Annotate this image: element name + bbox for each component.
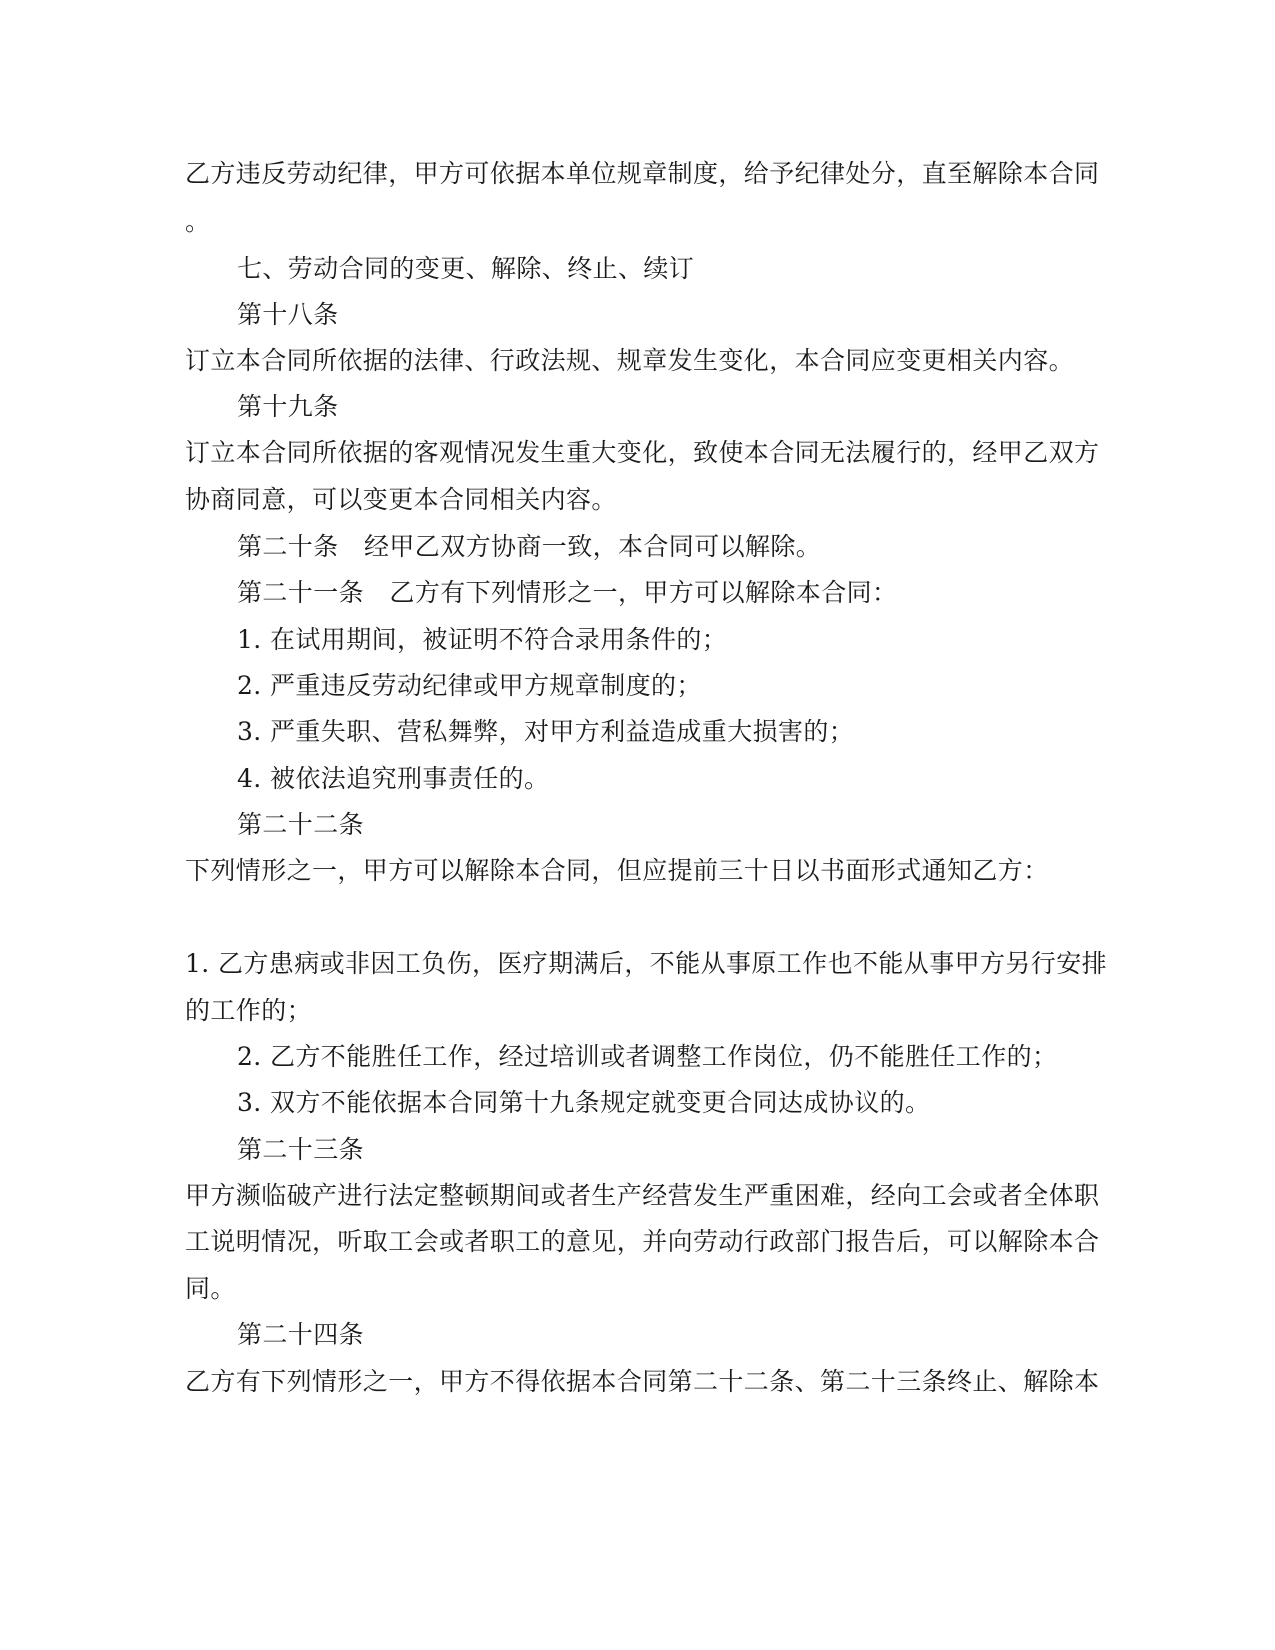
paragraph-line: 乙方有下列情形之一，甲方不得依据本合同第二十二条、第二十三条终止、解除本 (185, 1367, 1100, 1396)
list-item: 3. 双方不能依据本合同第十九条规定就变更合同达成协议的。 (237, 1088, 931, 1117)
paragraph-line: 订立本合同所依据的法律、行政法规、规章发生变化，本合同应变更相关内容。 (185, 346, 1075, 375)
paragraph-line: 订立本合同所依据的客观情况发生重大变化，致使本合同无法履行的，经甲乙双方 (185, 438, 1100, 467)
paragraph-line: 同。 (185, 1274, 236, 1303)
list-item: 2. 严重违反劳动纪律或甲方规章制度的； (237, 671, 702, 700)
list-item: 2. 乙方不能胜任工作，经过培训或者调整工作岗位，仍不能胜任工作的； (237, 1042, 1058, 1071)
paragraph-line: 协商同意，可以变更本合同相关内容。 (185, 485, 617, 514)
list-item: 4. 被依法追究刑事责任的。 (237, 764, 550, 793)
article-heading: 第二十二条 (237, 810, 365, 839)
article-heading: 第十九条 (237, 392, 339, 421)
article-heading: 第二十四条 (237, 1320, 365, 1349)
section-heading: 七、劳动合同的变更、解除、终止、续订 (237, 254, 695, 283)
paragraph-line: 乙方违反劳动纪律，甲方可依据本单位规章制度，给予纪律处分，直至解除本合同 (185, 159, 1100, 188)
article-heading: 第二十三条 (237, 1135, 365, 1164)
list-item: 1. 在试用期间，被证明不符合录用条件的； (237, 625, 728, 654)
list-item: 3. 严重失职、营私舞弊，对甲方利益造成重大损害的； (237, 717, 855, 746)
list-item: 1. 乙方患病或非因工负伤，医疗期满后，不能从事原工作也不能从事甲方另行安排 (185, 949, 1108, 978)
list-item: 的工作的； (185, 996, 313, 1025)
article-heading: 第二十条 经甲乙双方协商一致，本合同可以解除。 (237, 532, 822, 561)
article-heading: 第二十一条 乙方有下列情形之一，甲方可以解除本合同： (237, 578, 898, 607)
paragraph-line: 甲方濒临破产进行法定整顿期间或者生产经营发生严重困难，经向工会或者全体职 (185, 1181, 1100, 1210)
paragraph-line: 。 (185, 207, 211, 236)
paragraph-line: 工说明情况，听取工会或者职工的意见，并向劳动行政部门报告后，可以解除本合 (185, 1227, 1100, 1256)
paragraph-line: 下列情形之一，甲方可以解除本合同，但应提前三十日以书面形式通知乙方： (185, 856, 1049, 885)
article-heading: 第十八条 (237, 300, 339, 329)
